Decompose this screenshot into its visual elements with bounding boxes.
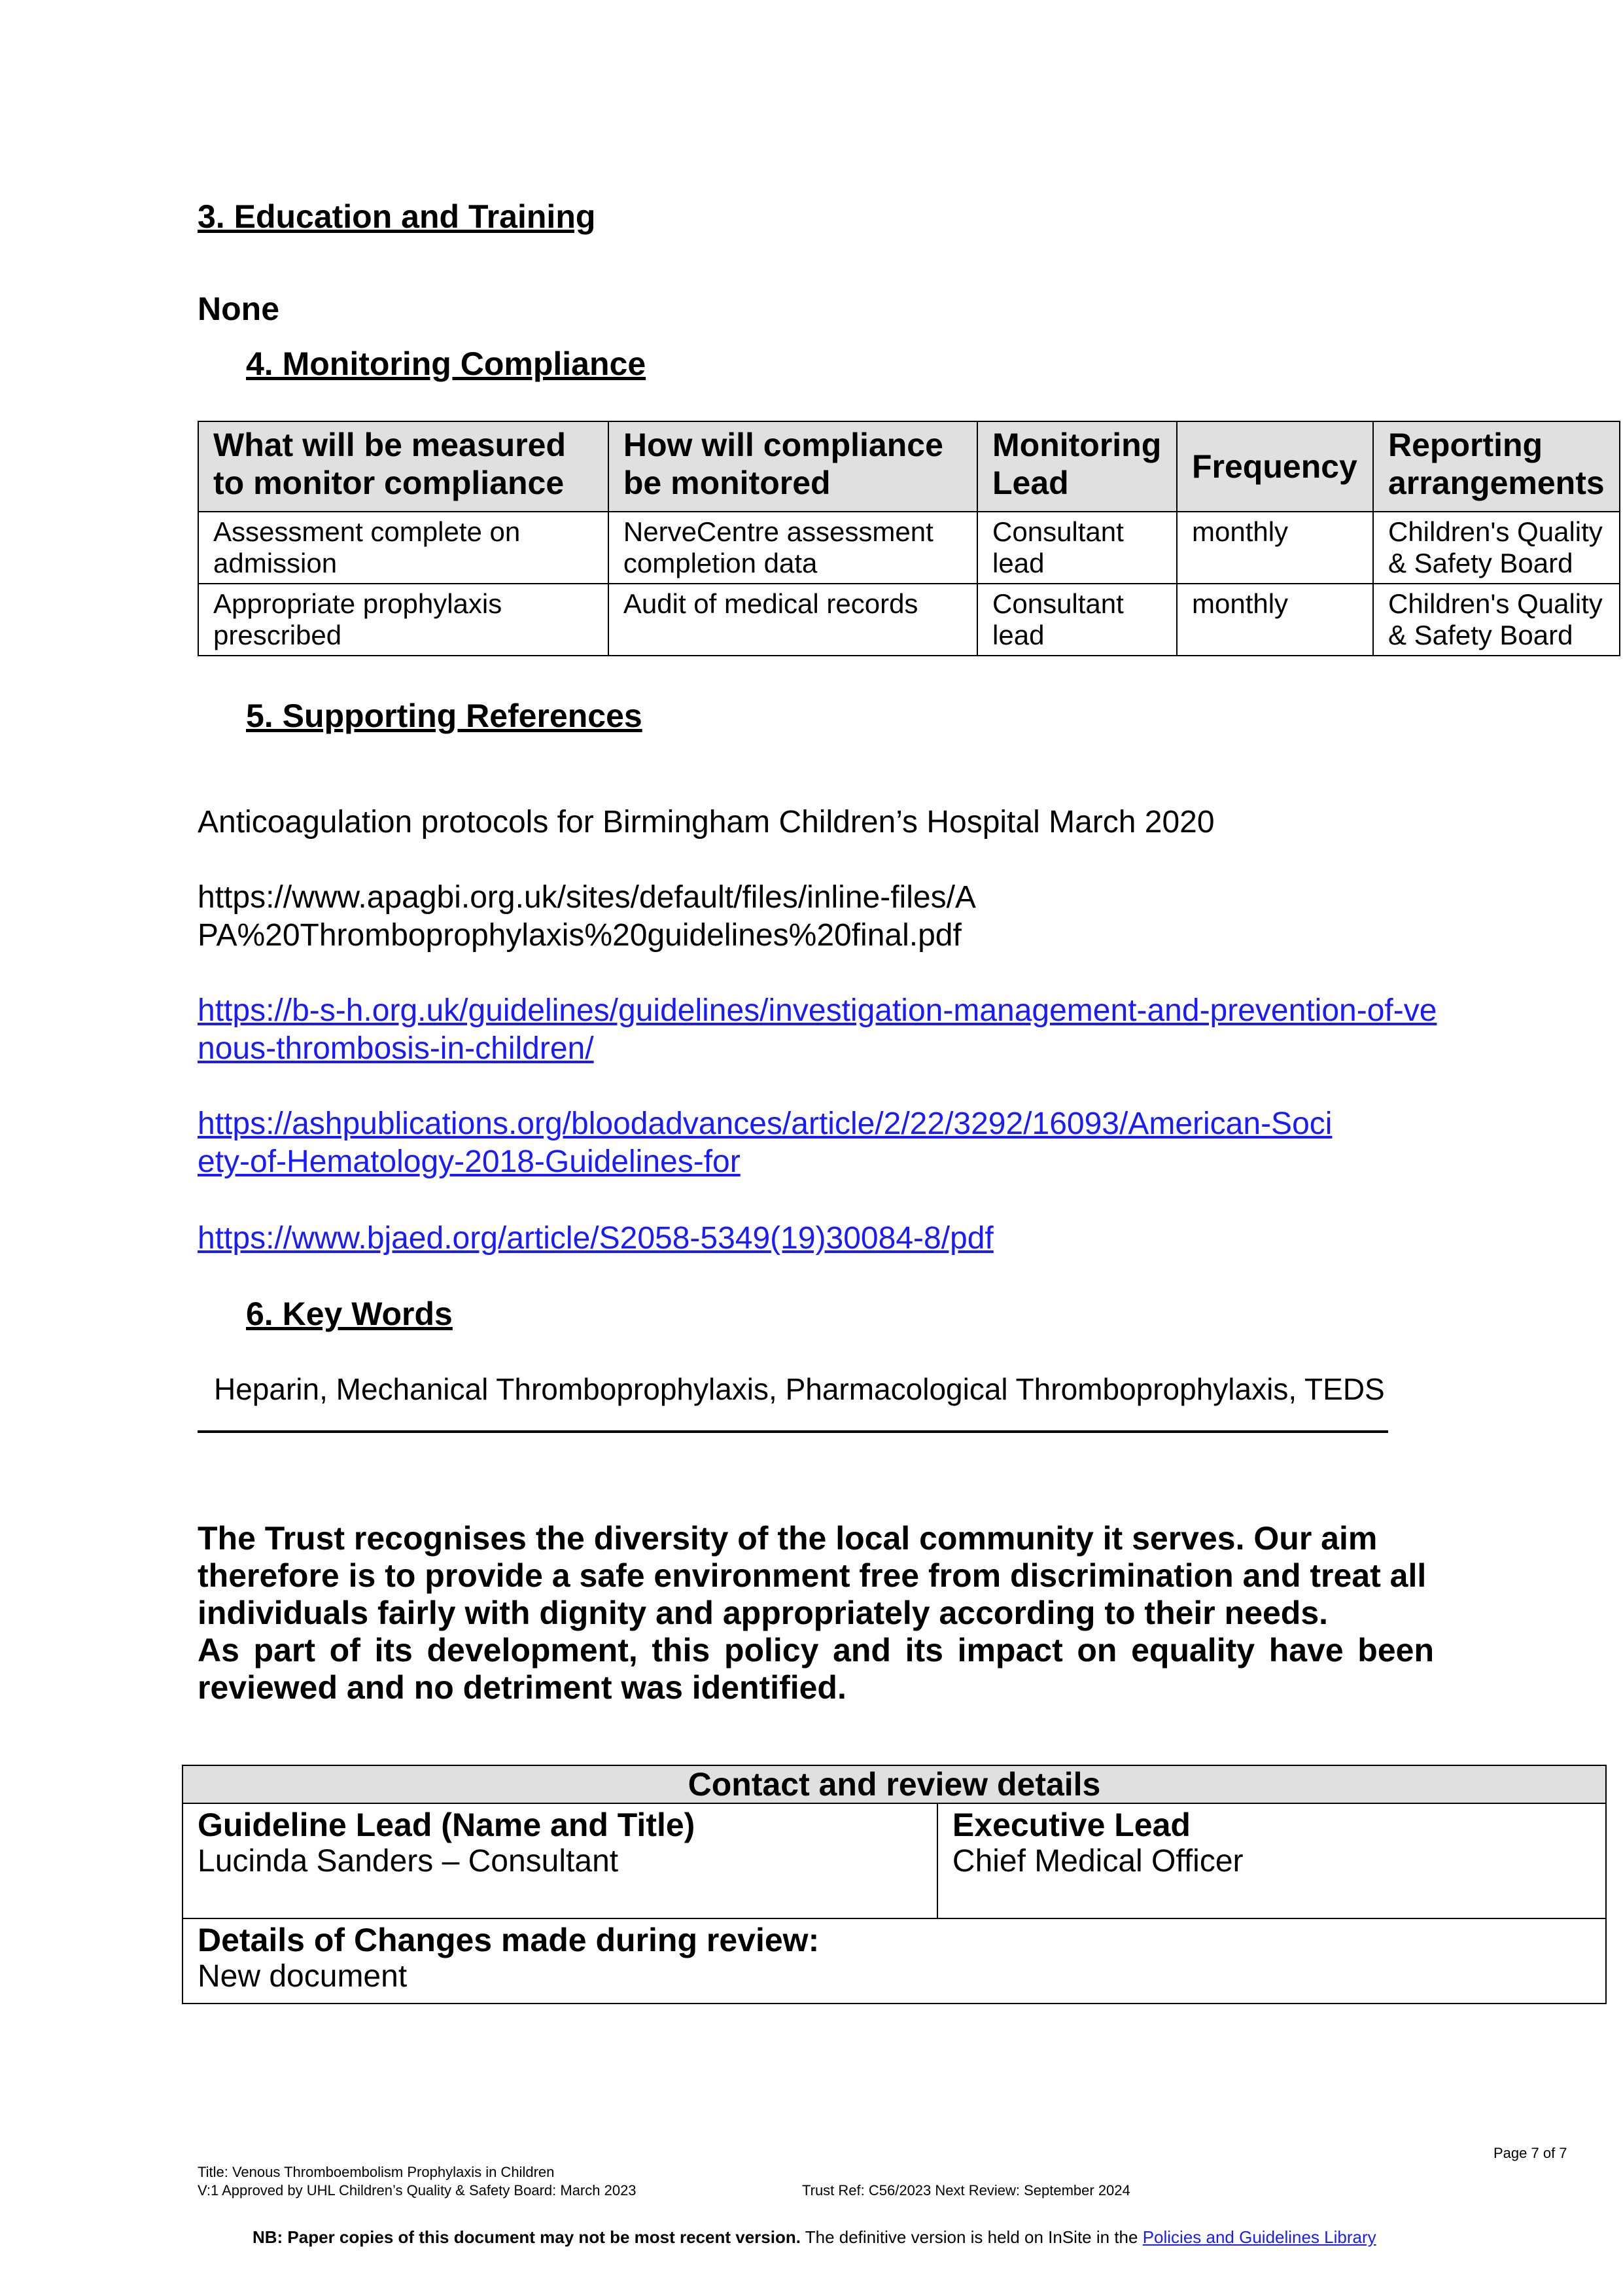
monitoring-table	[198, 421, 1620, 656]
guideline-lead-cell	[183, 1803, 937, 1918]
column-header: Frequency	[1177, 421, 1373, 512]
table-row	[198, 584, 1620, 656]
changes-cell	[183, 1918, 1606, 2004]
column-header: What will be measured to monitor compliance	[198, 421, 608, 512]
education-content: None	[198, 291, 279, 327]
executive-lead-value: Chief Medical Officer	[952, 1844, 1244, 1879]
heading-key-words: 6. Key Words	[246, 1296, 453, 1332]
footer-trust-ref: Trust Ref: C56/2023 Next Review: September 2024	[802, 2182, 1130, 2199]
separator-rule	[198, 1430, 1388, 1433]
footer-nb-bold: NB: Paper copies of this document may not be most recent version.	[253, 2227, 801, 2247]
equality-paragraph: As part of its development, this policy and its impact on equality have been reviewed and no detriment was identified.	[198, 1632, 1434, 1706]
table-cell: NerveCentre assessment completion data	[608, 512, 977, 584]
guideline-lead-value: Lucinda Sanders – Consultant	[198, 1844, 619, 1879]
table-cell: Audit of medical records	[608, 584, 977, 656]
policies-library-link[interactable]: Policies and Guidelines Library	[1142, 2227, 1376, 2247]
table-row	[198, 512, 1620, 584]
reference-link[interactable]: https://ashpublications.org/bloodadvances/article/2/22/3292/16093/American-Society-of-Hematology-2018-Guidelines-for	[198, 1106, 1333, 1179]
column-header: Reporting arrangements	[1373, 421, 1620, 512]
table-cell: Children's Quality & Safety Board	[1373, 584, 1620, 656]
reference-link[interactable]: https://www.bjaed.org/article/S2058-5349(19)30084-8/pdf	[198, 1221, 994, 1256]
table-cell: Consultant lead	[977, 584, 1177, 656]
page-number: Page 7 of 7	[1493, 2145, 1567, 2161]
heading-monitoring-compliance: 4. Monitoring Compliance	[246, 345, 646, 382]
equality-paragraph: The Trust recognises the diversity of the local community it serves. Our aim therefore is to provide a safe environment free from discrimination and treat all individuals fairly with dignity and appropriately according to their needs.	[198, 1520, 1427, 1631]
equality-statement	[198, 1520, 1434, 1706]
table-cell: Appropriate prophylaxis prescribed	[198, 584, 608, 656]
heading-education-training: 3. Education and Training	[198, 198, 596, 235]
table-cell: Assessment complete on admission	[198, 512, 608, 584]
table-cell: monthly	[1177, 584, 1373, 656]
table-cell: monthly	[1177, 512, 1373, 584]
key-words-content: Heparin, Mechanical Thromboprophylaxis, Pharmacological Thromboprophylaxis, TEDS	[214, 1372, 1385, 1406]
executive-lead-cell	[937, 1803, 1606, 1918]
table-cell: Consultant lead	[977, 512, 1177, 584]
table-cell: Children's Quality & Safety Board	[1373, 512, 1620, 584]
contact-table-title: Contact and review details	[183, 1765, 1606, 1803]
reference-link[interactable]: https://b-s-h.org.uk/guidelines/guidelines/investigation-management-and-prevention-of-venous-thrombosis-in-children/	[198, 993, 1437, 1066]
changes-value: New document	[198, 1959, 408, 1994]
footer-title: Title: Venous Thromboembolism Prophylaxis in Children	[198, 2164, 555, 2180]
heading-supporting-references: 5. Supporting References	[246, 698, 642, 734]
contact-review-table	[182, 1765, 1607, 2004]
footer-nb-text: The definitive version is held on InSite in the	[800, 2227, 1143, 2247]
column-header: How will compliance be monitored	[608, 421, 977, 512]
footer-version: V:1 Approved by UHL Children’s Quality & Safety Board: March 2023	[198, 2182, 637, 2199]
column-header: Monitoring Lead	[977, 421, 1177, 512]
reference-item: https://www.apagbi.org.uk/sites/default/files/inline-files/APA%20Thromboprophylaxis%20guidelines%20final.pdf	[198, 880, 976, 953]
executive-lead-label: Executive Lead	[952, 1807, 1191, 1843]
changes-label: Details of Changes made during review:	[198, 1922, 820, 1958]
table-header-row	[198, 421, 1620, 512]
footer-nb	[253, 2227, 1376, 2248]
reference-item: Anticoagulation protocols for Birmingham Children’s Hospital March 2020	[198, 805, 1215, 839]
guideline-lead-label: Guideline Lead (Name and Title)	[198, 1807, 695, 1843]
